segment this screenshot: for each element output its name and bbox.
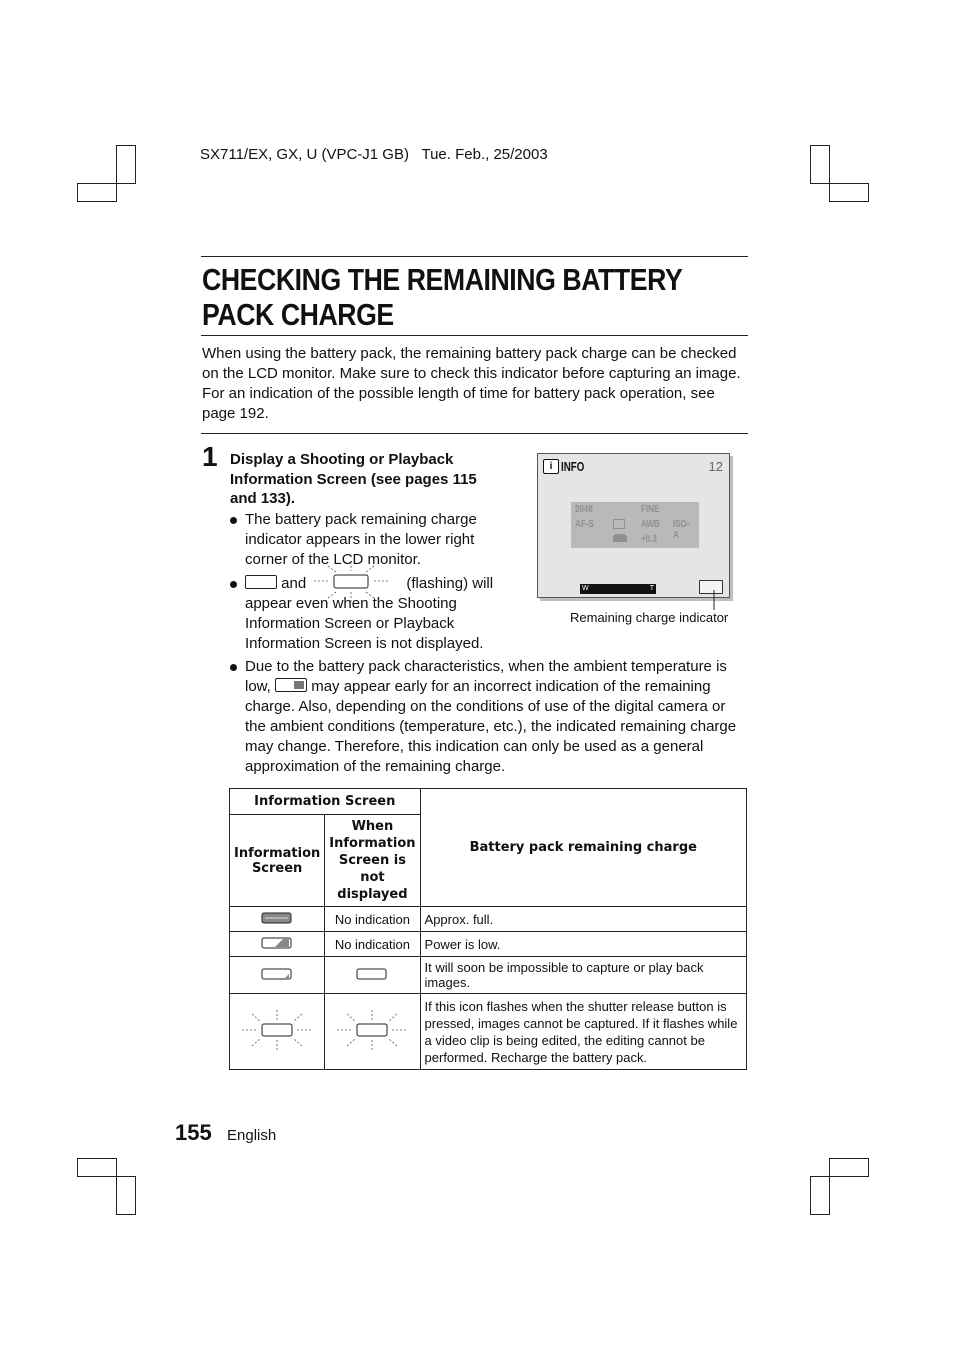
intro-rule <box>201 433 748 434</box>
bullet-text: (flashing) will appear even when the Shooting Information Screen or Playback Information Screen is not displayed. <box>245 575 494 652</box>
intro-paragraph: When using the battery pack, the remaining battery pack charge can be checked on the LCD monitor. Make sure to check this indicator before capturing an image. For an indication of the possible length of time for battery pack operation, see page 192. <box>202 345 741 422</box>
battery-empty-icon <box>325 957 420 994</box>
step-number: 1 <box>202 441 218 472</box>
crop-mark <box>116 1176 136 1215</box>
charge-description: Power is low. <box>420 932 746 957</box>
lcd-caption: Remaining charge indicator <box>570 610 729 625</box>
battery-empty-icon <box>230 957 325 994</box>
bullet-text-and: and <box>281 575 307 592</box>
zoom-bar <box>580 584 656 594</box>
bullet-dot <box>230 581 237 588</box>
charge-description: Approx. full. <box>420 907 746 932</box>
iso-value: ISO-A <box>673 519 690 541</box>
exposure-value: +0.3 <box>641 534 657 545</box>
crop-mark <box>810 145 830 184</box>
bullet-item <box>245 510 500 570</box>
battery-low-icon <box>275 678 307 692</box>
crop-mark <box>829 1158 869 1177</box>
page-language: English <box>227 1127 277 1144</box>
scene-icon <box>613 534 627 542</box>
title-bottom-rule <box>201 335 748 336</box>
quality-value: FINE <box>641 504 660 515</box>
bullet-text: Due to the battery pack characteristics, when the ambient temperature is low, <box>245 658 727 695</box>
bullet-text: may appear early for an incorrect indication of the remaining charge. Also, depending on the conditions of use of the digital camera or the ambient conditions (temperature, etc.), the indicated remaining charge may change. Therefore, this indication can only be used as a general approximation of the remaining charge. <box>245 678 737 775</box>
table-header-charge: Battery pack remaining charge <box>420 789 746 907</box>
metering-icon <box>613 519 625 529</box>
page-title: CHECKING THE REMAINING BATTERY PACK CHARGE <box>202 262 682 332</box>
table-row <box>230 994 747 1070</box>
battery-full-icon <box>230 907 325 932</box>
print-header <box>200 146 548 163</box>
battery-flashing-icon <box>230 994 325 1070</box>
lcd-info-label: INFO <box>561 459 585 474</box>
focus-mode-value: AF-S <box>575 519 594 530</box>
caption-leader-line <box>700 590 730 612</box>
zoom-wide-label: W <box>582 585 589 592</box>
table-header-not-displayed: When Information Screen is not displayed <box>325 815 420 907</box>
white-balance-value: AWB <box>641 519 660 530</box>
charge-description: It will soon be impossible to capture or play back images. <box>420 957 746 994</box>
page-number: 155 <box>175 1120 212 1145</box>
battery-charge-table <box>229 788 747 1070</box>
battery-flashing-icon <box>314 562 390 602</box>
lcd-settings-panel <box>571 502 699 548</box>
no-indication-text: No indication <box>325 932 420 957</box>
shot-count: 12 <box>708 459 723 474</box>
crop-mark <box>810 1176 830 1215</box>
date-text: Tue. Feb., 25/2003 <box>421 146 548 163</box>
title-top-rule <box>201 256 748 257</box>
table-row <box>230 957 747 994</box>
no-indication-text: No indication <box>325 907 420 932</box>
model-text: SX711/EX, GX, U (VPC-J1 GB) <box>200 146 409 163</box>
bullet-text: The battery pack remaining charge indicator appears in the lower right corner of the LCD monitor. <box>245 511 477 568</box>
battery-flashing-icon <box>325 994 420 1070</box>
table-header-row <box>230 789 747 815</box>
crop-mark <box>116 145 136 184</box>
step-title: Display a Shooting or Playback Information Screen (see pages 115 and 133). <box>230 451 477 507</box>
zoom-tele-label: T <box>649 585 654 592</box>
table-row <box>230 932 747 957</box>
crop-mark <box>829 183 869 202</box>
charge-description: If this icon flashes when the shutter release button is pressed, images cannot be captured. If it flashes while a video clip is being edited, the editing cannot be performed. Recharge the battery pack. <box>420 994 746 1070</box>
resolution-value: 2048 <box>575 504 593 515</box>
bullet-item <box>245 574 500 654</box>
crop-mark <box>77 183 117 202</box>
info-icon: i <box>543 459 559 474</box>
bullet-item <box>245 657 740 777</box>
crop-mark <box>77 1158 117 1177</box>
bullet-dot <box>230 517 237 524</box>
battery-low-icon <box>230 932 325 957</box>
bullet-dot <box>230 664 237 671</box>
table-row <box>230 907 747 932</box>
table-header-group: Information Screen <box>230 789 421 815</box>
battery-empty-icon <box>245 575 277 589</box>
lcd-monitor <box>537 453 730 598</box>
table-header-info: Information Screen <box>230 815 325 907</box>
